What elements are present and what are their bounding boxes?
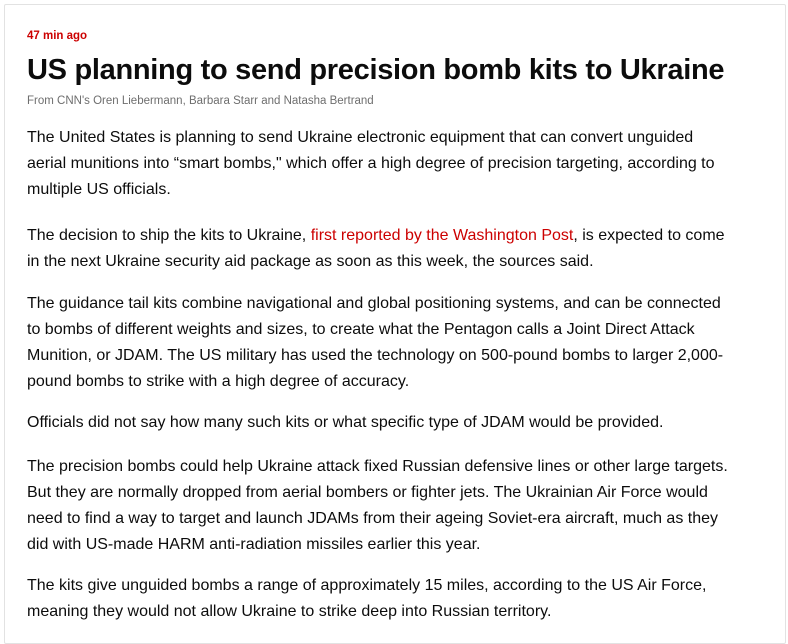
paragraph-2 — [27, 223, 767, 275]
live-update-card — [4, 4, 786, 644]
paragraph-6 — [27, 573, 767, 625]
paragraph-line: need to find a way to target and launch JDAMs from their ageing Soviet-era aircraft, much as they — [27, 510, 719, 527]
post-timestamp: 47 min ago — [27, 30, 88, 42]
paragraph-line: Officials did not say how many such kits or what specific type of JDAM would be provided. — [27, 414, 664, 431]
paragraph-1 — [27, 125, 767, 203]
paragraph-3 — [27, 291, 767, 395]
paragraph-line: The United States is planning to send Ukraine electronic equipment that can convert unguided — [27, 129, 694, 146]
paragraph-line: The kits give unguided bombs a range of approximately 15 miles, according to the US Air Force, — [27, 577, 707, 594]
paragraph-line: Munition, or JDAM. The US military has used the technology on 500-pound bombs to larger 2,000- — [27, 347, 724, 364]
paragraph-4 — [27, 410, 767, 436]
paragraph-line: aerial munitions into “smart bombs," which offer a high degree of precision targeting, according to — [27, 155, 715, 172]
paragraph-line: meaning they would not allow Ukraine to strike deep into Russian territory. — [27, 603, 552, 620]
post-headline: US planning to send precision bomb kits to Ukraine — [27, 54, 725, 86]
paragraph-line — [27, 223, 767, 249]
paragraph-line: The precision bombs could help Ukraine attack fixed Russian defensive lines or other large targets. — [27, 458, 728, 475]
paragraph-line: did with US-made HARM anti-radiation missiles earlier this year. — [27, 536, 481, 553]
paragraph-text: , is expected to come — [573, 227, 725, 244]
washington-post-link[interactable]: first reported by the Washington Post — [310, 227, 574, 244]
post-byline: From CNN's Oren Liebermann, Barbara Starr and Natasha Bertrand — [27, 95, 374, 107]
paragraph-line: But they are normally dropped from aerial bombers or fighter jets. The Ukrainian Air Force would — [27, 484, 708, 501]
paragraph-line: in the next Ukraine security aid package as soon as this week, the sources said. — [27, 253, 594, 270]
paragraph-5 — [27, 454, 767, 558]
paragraph-line: multiple US officials. — [27, 181, 171, 198]
paragraph-line: pound bombs to strike with a high degree of accuracy. — [27, 373, 410, 390]
paragraph-line: The guidance tail kits combine navigational and global positioning systems, and can be connected — [27, 295, 721, 312]
paragraph-text: The decision to ship the kits to Ukraine, — [27, 227, 311, 244]
paragraph-line: to bombs of different weights and sizes, to create what the Pentagon calls a Joint Direct Attack — [27, 321, 695, 338]
